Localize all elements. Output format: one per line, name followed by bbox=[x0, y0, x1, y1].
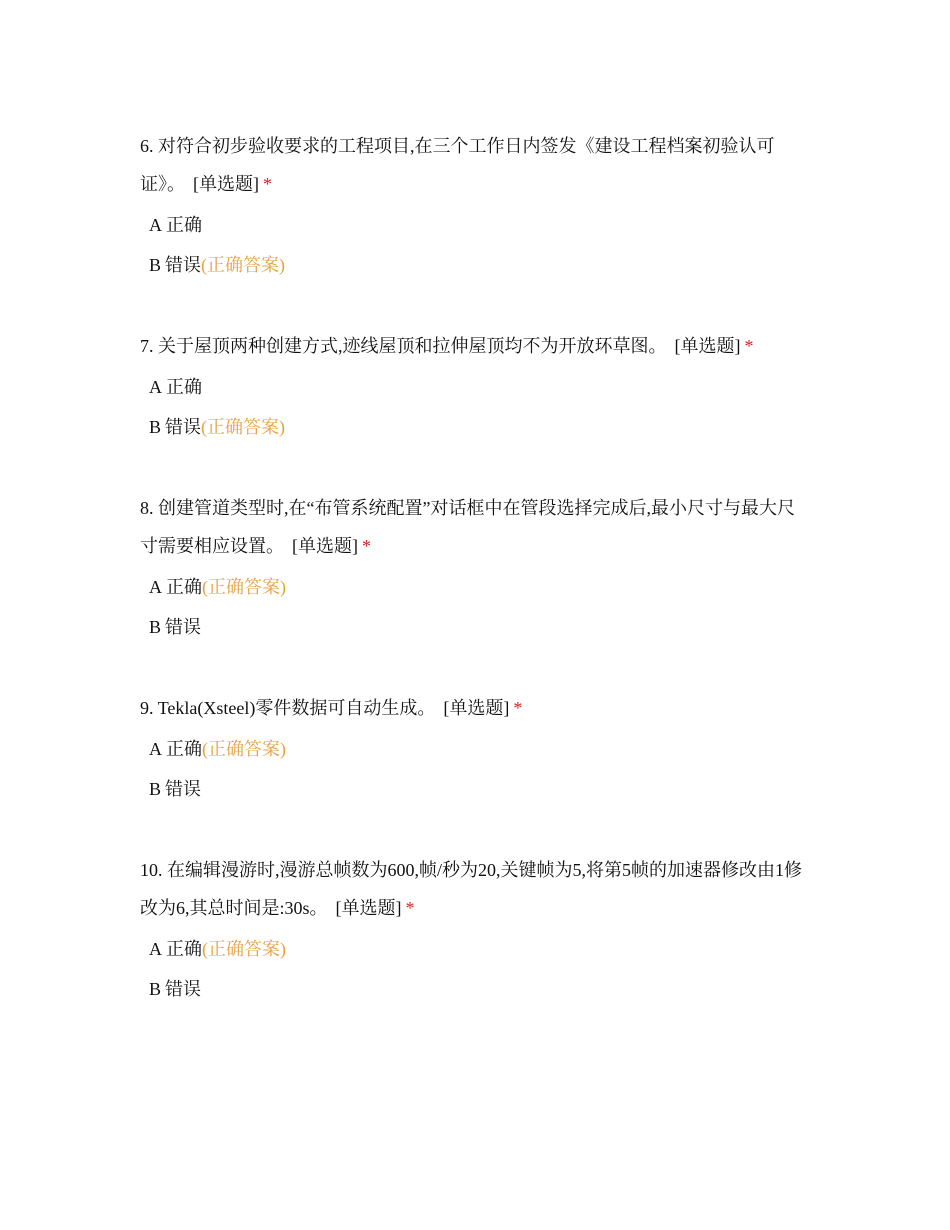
option-label: 正确 bbox=[166, 939, 202, 959]
question-type-tag: [单选题] bbox=[335, 898, 402, 918]
option-key: B bbox=[149, 779, 162, 799]
option-key: B bbox=[149, 617, 162, 637]
option-a[interactable] bbox=[140, 367, 810, 407]
question-text bbox=[140, 851, 810, 927]
required-marker: * bbox=[263, 174, 272, 194]
option-b[interactable] bbox=[140, 969, 810, 1009]
option-label: 正确 bbox=[166, 377, 202, 397]
question-number: 10. bbox=[140, 860, 163, 880]
option-key: B bbox=[149, 255, 162, 275]
question-6 bbox=[140, 127, 810, 285]
required-marker: * bbox=[513, 698, 523, 718]
question-body: 对符合初步验收要求的工程项目,在三个工作日内签发《建设工程档案初验认可证》。 bbox=[140, 136, 775, 194]
option-label: 正确 bbox=[166, 577, 202, 597]
option-list bbox=[140, 929, 810, 1009]
question-body: 在编辑漫游时,漫游总帧数为600,帧/秒为20,关键帧为5,将第5帧的加速器修改由1修改为6,其总时间是:30s。 bbox=[140, 860, 802, 918]
required-marker: * bbox=[744, 336, 754, 356]
option-b[interactable] bbox=[140, 245, 810, 285]
option-list bbox=[140, 567, 810, 647]
required-marker: * bbox=[362, 536, 371, 556]
correct-answer-note: (正确答案) bbox=[201, 255, 286, 275]
option-label: 错误 bbox=[165, 979, 202, 999]
option-label: 错误 bbox=[165, 255, 202, 275]
option-key: B bbox=[149, 417, 162, 437]
correct-answer-note: (正确答案) bbox=[202, 939, 286, 959]
question-number: 8. bbox=[140, 498, 154, 518]
option-list bbox=[140, 729, 810, 809]
question-body: Tekla(Xsteel)零件数据可自动生成。 bbox=[157, 698, 436, 718]
option-list bbox=[140, 205, 810, 285]
option-b[interactable] bbox=[140, 769, 810, 809]
option-key: B bbox=[149, 979, 162, 999]
correct-answer-note: (正确答案) bbox=[202, 577, 286, 597]
option-key: A bbox=[149, 215, 162, 235]
question-type-tag: [单选题] bbox=[674, 336, 741, 356]
option-label: 正确 bbox=[166, 215, 202, 235]
option-key: A bbox=[149, 939, 162, 959]
option-a[interactable] bbox=[140, 729, 810, 769]
question-number: 9. bbox=[140, 698, 154, 718]
question-body: 创建管道类型时,在“布管系统配置”对话框中在管段选择完成后,最小尺寸与最大尺寸需要相应设置。 bbox=[140, 498, 795, 556]
option-b[interactable] bbox=[140, 407, 810, 447]
question-type-tag: [单选题] bbox=[193, 174, 259, 194]
question-text bbox=[140, 127, 810, 203]
question-text bbox=[140, 689, 810, 727]
option-label: 错误 bbox=[165, 617, 202, 637]
question-text bbox=[140, 327, 810, 365]
option-list bbox=[140, 367, 810, 447]
question-number: 7. bbox=[140, 336, 154, 356]
option-label: 错误 bbox=[165, 417, 202, 437]
required-marker: * bbox=[405, 898, 415, 918]
question-type-tag: [单选题] bbox=[292, 536, 358, 556]
option-key: A bbox=[149, 739, 162, 759]
question-9 bbox=[140, 689, 810, 809]
option-key: A bbox=[149, 577, 162, 597]
question-number: 6. bbox=[140, 136, 154, 156]
question-8 bbox=[140, 489, 810, 647]
option-a[interactable] bbox=[140, 567, 810, 607]
question-body: 关于屋顶两种创建方式,迹线屋顶和拉伸屋顶均不为开放环草图。 bbox=[158, 336, 667, 356]
question-text bbox=[140, 489, 810, 565]
correct-answer-note: (正确答案) bbox=[201, 417, 286, 437]
question-10 bbox=[140, 851, 810, 1009]
correct-answer-note: (正确答案) bbox=[202, 739, 286, 759]
option-b[interactable] bbox=[140, 607, 810, 647]
option-a[interactable] bbox=[140, 205, 810, 245]
option-a[interactable] bbox=[140, 929, 810, 969]
question-7 bbox=[140, 327, 810, 447]
option-label: 正确 bbox=[166, 739, 202, 759]
option-label: 错误 bbox=[165, 779, 202, 799]
question-type-tag: [单选题] bbox=[443, 698, 510, 718]
option-key: A bbox=[149, 377, 162, 397]
